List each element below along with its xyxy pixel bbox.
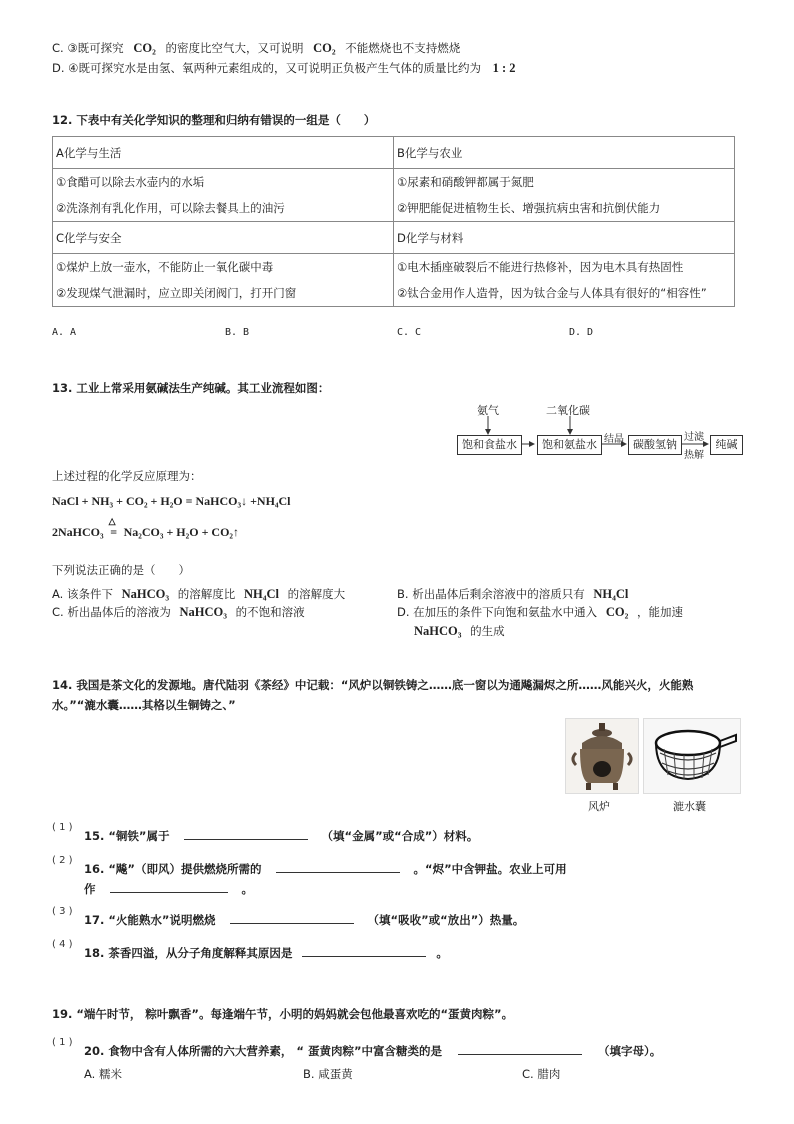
q18 bbox=[84, 944, 448, 961]
cell-c-title: C化学与安全 bbox=[53, 222, 394, 254]
wind-stove-caption: 风炉 bbox=[588, 800, 610, 813]
q13-option-c-end: 的不饱和溶液 bbox=[235, 605, 305, 619]
cell-d-item-1: ①电木插座破裂后不能进行热修补，因为电木具有热固性 bbox=[397, 260, 684, 274]
q18-text: 18. 茶香四溢，从分子角度解释其原因是 bbox=[84, 946, 293, 960]
formula-co2: CO₂ bbox=[313, 41, 336, 55]
q13-option-d-cont bbox=[414, 623, 505, 639]
q15-text-end: （填“金属”或“合成”）材料。 bbox=[321, 829, 479, 843]
q16-text-mid: 。“烬”中含钾盐。农业上可用 bbox=[413, 862, 567, 876]
q16-text-end: 。 bbox=[241, 882, 254, 896]
q13-option-d-mid: ，能加速 bbox=[636, 605, 683, 619]
q16-text-2: 作 bbox=[84, 882, 96, 896]
q13-option-d-end: 的生成 bbox=[470, 624, 505, 638]
q14-stem-line2: 水。”“漉水囊……其格以生铜铸之、” bbox=[52, 698, 236, 712]
q13-option-a-text: A. 该条件下 bbox=[52, 587, 113, 601]
q17 bbox=[84, 911, 524, 928]
flow-box-soda-ash: 纯碱 bbox=[710, 435, 743, 455]
q20-text-end: （填字母）。 bbox=[598, 1044, 662, 1058]
q13-principle: 上述过程的化学反应原理为： bbox=[52, 469, 202, 483]
sub-question-number: ( 3 ) bbox=[52, 906, 73, 917]
q19-stem: 19. “端午时节， 粽叶飘香”。每逢端午节，小明的妈妈就会包他最喜欢吃的“蛋黄肉粽”。 bbox=[52, 1007, 514, 1021]
q16-text: 16. “飚”（即风）提供燃烧所需的 bbox=[84, 862, 262, 876]
sub-question-number: ( 1 ) bbox=[52, 822, 73, 833]
q11-option-d-text: D. ④既可探究水是由氢、氧两种元素组成的，又可说明正负极产生气体的质量比约为 bbox=[52, 61, 481, 75]
q12-option-b[interactable]: B. B bbox=[225, 327, 250, 338]
q12-stem: 12. 下表中有关化学知识的整理和归纳有错误的一组是（ ） bbox=[52, 113, 376, 127]
q13-option-b-text: B. 析出晶体后剩余溶液中的溶质只有 bbox=[397, 587, 585, 601]
equation-2-condition: △ = bbox=[108, 516, 118, 539]
heat-symbol: △ bbox=[108, 516, 116, 526]
q16-answer-blank-2[interactable] bbox=[110, 880, 228, 893]
q12-option-a[interactable]: A. A bbox=[52, 327, 77, 338]
q14-stem-line1: 14. 我国是茶文化的发源地。唐代陆羽《茶经》中记载：“风炉以铜铁铸之……底一窗以为通飚漏烬之所……风能兴火，火能熟 bbox=[52, 678, 694, 692]
cell-d-title: D化学与材料 bbox=[394, 222, 735, 254]
q12-option-c[interactable]: C. C bbox=[397, 327, 422, 338]
cell-b-content bbox=[394, 169, 735, 222]
cell-a-item-1: ①食醋可以除去水壶内的水垢 bbox=[56, 175, 205, 189]
equation-2 bbox=[52, 516, 240, 540]
q13-option-a-mid: 的溶解度比 bbox=[177, 587, 236, 601]
sub-question-number: ( 1 ) bbox=[52, 1037, 73, 1048]
q12-option-d[interactable]: D. D bbox=[569, 327, 594, 338]
q13-option-b[interactable] bbox=[397, 586, 628, 602]
q20-option-c[interactable]: C. 腊肉 bbox=[522, 1067, 561, 1081]
q17-text: 17. “火能熟水”说明燃烧 bbox=[84, 913, 216, 927]
q18-answer-blank[interactable] bbox=[302, 944, 426, 957]
flow-step-filter: 过滤 bbox=[684, 432, 704, 443]
formula-co2: CO₂ bbox=[133, 41, 156, 55]
sub-question-number: ( 4 ) bbox=[52, 939, 73, 950]
wind-stove-icon bbox=[566, 719, 638, 793]
q11-option-d bbox=[52, 60, 516, 76]
formula-nh4cl: NH₄Cl bbox=[593, 587, 629, 601]
q13-option-a-end: 的溶解度大 bbox=[287, 587, 346, 601]
cell-a-item-2: ②洗涤剂有乳化作用，可以除去餐具上的油污 bbox=[56, 201, 285, 215]
q17-answer-blank[interactable] bbox=[230, 911, 354, 924]
cell-b-item-2: ②钾肥能促进植物生长、增强抗病虫害和抗倒伏能力 bbox=[397, 201, 661, 215]
q15-text: 15. “铜铁”属于 bbox=[84, 829, 170, 843]
q13-option-d-text: D. 在加压的条件下向饱和氨盐水中通入 bbox=[397, 605, 598, 619]
equation-2-right: Na₂CO₃ + H₂O + CO₂↑ bbox=[123, 525, 240, 539]
q13-stem: 13. 工业上常采用氨碱法生产纯碱。其工业流程如图： bbox=[52, 381, 330, 395]
q20 bbox=[84, 1042, 661, 1059]
flow-box-brine: 饱和食盐水 bbox=[457, 435, 522, 455]
equation-2-left: 2NaHCO₃ bbox=[52, 525, 104, 539]
cell-c-item-1: ①煤炉上放一壶水，不能防止一氧化碳中毒 bbox=[56, 260, 274, 274]
q16 bbox=[84, 860, 567, 877]
cell-b-item-1: ①尿素和硝酸钾都属于氮肥 bbox=[397, 175, 534, 189]
q11-option-c-mid: 的密度比空气大，又可说明 bbox=[165, 41, 304, 55]
formula-nahco3: NaHCO₃ bbox=[414, 624, 462, 638]
flow-input-ammonia: 氨气 bbox=[477, 404, 499, 417]
cell-a-title: A化学与生活 bbox=[53, 137, 394, 169]
water-filter-bag-image bbox=[643, 718, 741, 794]
cell-a-content bbox=[53, 169, 394, 222]
flow-step-pyrolysis: 热解 bbox=[684, 450, 704, 461]
water-filter-bag-icon bbox=[644, 719, 740, 793]
q20-option-b[interactable]: B. 咸蛋黄 bbox=[303, 1067, 353, 1081]
knowledge-table bbox=[52, 136, 735, 307]
water-filter-bag-caption: 漉水囊 bbox=[673, 800, 706, 813]
q13-option-c[interactable] bbox=[52, 604, 305, 620]
q18-text-end: 。 bbox=[436, 946, 448, 960]
ratio-value: 1 : 2 bbox=[492, 61, 516, 75]
q16-answer-blank-1[interactable] bbox=[276, 860, 400, 873]
cell-d-content bbox=[394, 254, 735, 307]
formula-nahco3: NaHCO₃ bbox=[121, 587, 170, 601]
equation-1: NaCl + NH₃ + CO₂ + H₂O = NaHCO₃↓ +NH₄Cl bbox=[52, 494, 291, 508]
flow-box-ammoniated-brine: 饱和氨盐水 bbox=[537, 435, 602, 455]
flow-input-co2: 二氧化碳 bbox=[546, 404, 590, 417]
formula-co2: CO₂ bbox=[605, 605, 629, 619]
q20-option-a[interactable]: A. 糯米 bbox=[84, 1067, 122, 1081]
cell-c-item-2: ②发现煤气泄漏时，应立即关闭阀门，打开门窗 bbox=[56, 286, 297, 300]
cell-d-item-2: ②钛合金用作人造骨，因为钛合金与人体具有很好的“相容性” bbox=[397, 286, 707, 300]
q13-option-d[interactable] bbox=[397, 604, 683, 620]
q20-text: 20. 食物中含有人体所需的六大营养素， “ 蛋黄肉粽”中富含糖类的是 bbox=[84, 1044, 442, 1058]
q13-ask: 下列说法正确的是（ ） bbox=[52, 563, 190, 577]
cell-b-title: B化学与农业 bbox=[394, 137, 735, 169]
q20-answer-blank[interactable] bbox=[458, 1042, 582, 1055]
q15-answer-blank[interactable] bbox=[184, 827, 308, 840]
wind-stove-image bbox=[565, 718, 639, 794]
cell-c-content bbox=[53, 254, 394, 307]
q16-line2 bbox=[84, 880, 253, 897]
sub-question-number: ( 2 ) bbox=[52, 855, 73, 866]
q13-option-a[interactable] bbox=[52, 586, 345, 602]
q17-text-end: （填“吸收”或“放出”）热量。 bbox=[367, 913, 525, 927]
q11-option-c bbox=[52, 40, 460, 56]
flow-step-crystallize: 结晶 bbox=[604, 434, 624, 445]
flow-box-sodium-bicarbonate: 碳酸氢钠 bbox=[628, 435, 682, 455]
formula-nh4cl: NH₄Cl bbox=[243, 587, 279, 601]
formula-nahco3: NaHCO₃ bbox=[179, 605, 227, 619]
q11-option-c-end: 不能燃烧也不支持燃烧 bbox=[345, 41, 461, 55]
q11-option-c-text: C. ③既可探究 bbox=[52, 41, 124, 55]
q13-option-c-text: C. 析出晶体后的溶液为 bbox=[52, 605, 171, 619]
q15 bbox=[84, 827, 478, 844]
